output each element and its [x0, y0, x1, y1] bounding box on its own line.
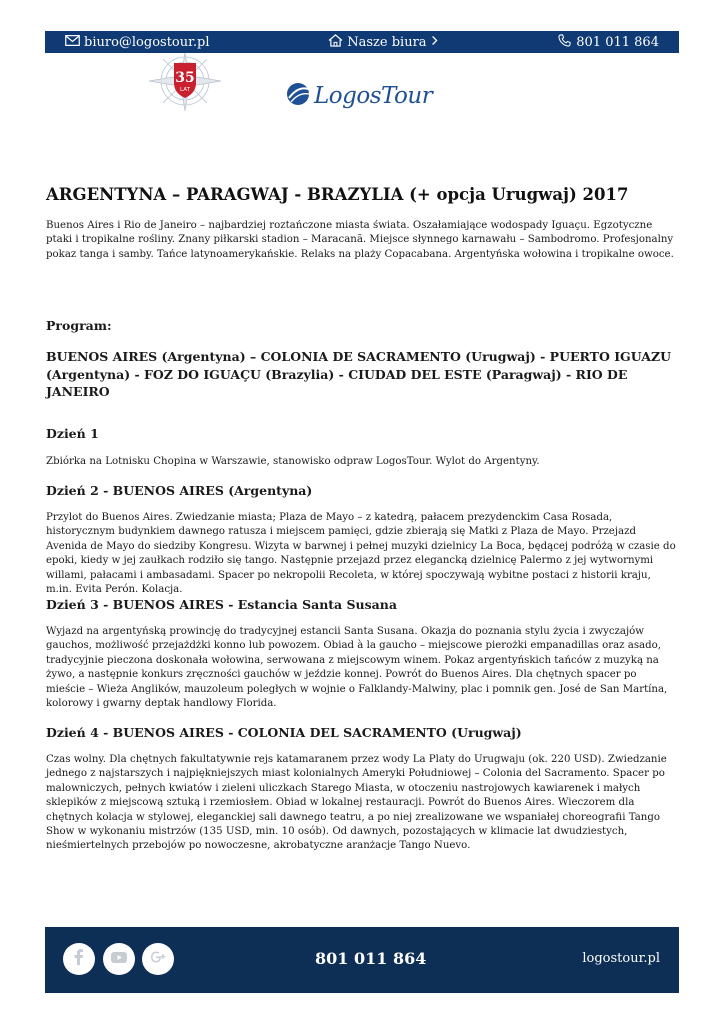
footer: [45, 927, 679, 993]
page-title: ARGENTYNA – PARAGWAJ - BRAZYLIA (+ opcja Urugwaj) 2017: [46, 185, 629, 204]
chevron-right-icon: [431, 34, 439, 51]
phone-link[interactable]: [557, 34, 659, 51]
day-4-heading: Dzień 4 - BUENOS AIRES - COLONIA DEL SACRAMENTO (Urugwaj): [46, 725, 522, 740]
day-2-heading: Dzień 2 - BUENOS AIRES (Argentyna): [46, 483, 313, 498]
facebook-button[interactable]: [63, 943, 95, 975]
email-link[interactable]: [65, 34, 210, 51]
day-3-heading: Dzień 3 - BUENOS AIRES - Estancia Santa Susana: [46, 597, 397, 612]
google-plus-icon: [148, 947, 168, 971]
facebook-icon: [69, 947, 89, 971]
anniversary-badge: [145, 53, 225, 115]
intro-paragraph: Buenos Aires i Rio de Janeiro – najbardziej roztańczone miasta świata. Oszałamiające wodospady Iguaçu. Egzotyczne ptaki i tropikalne rośliny. Znany piłkarski stadion – Maracanã. Miejsce słynnego karnawału – Sambodromo. Profesjonalny pokaz tanga i samby. Tańce latynoamerykańskie. Relaks na plaży Copacabana. Argentyńska wołowina i tropikalne owoce.: [46, 220, 674, 260]
day-3-text: Wyjazd na argentyńską prowincję do tradycyjnej estancii Santa Susana. Okazja do poznania stylu życia i zwyczajów gauchos, możliwość przejażdżki konno lub powozem. Obiad à la gaucho – miejscowe pierożki empanadillas oraz asado, tradycyjnie pieczona doskonała wołowina, serwowana z miejscowym winem. Pokaz argentyńskich tańców z muzyką na żywo, a następnie konkurs zręczności gauchów w jeździe konnej. Powrót do Buenos Aires. Dla chętnych spacer po mieście – Wieża Anglików, mauzoleum poległych w wojnie o Falklandy-Malwiny, plac i pomnik gen. José de San Martína, kolorowy i gwarny deptak handlowy Florida.: [46, 626, 668, 710]
youtube-icon: [109, 947, 129, 971]
offices-text: Nasze biura: [347, 34, 427, 50]
globe-icon: [285, 81, 311, 111]
badge-label: LAT: [180, 87, 190, 93]
youtube-button[interactable]: [103, 943, 135, 975]
route-heading: BUENOS AIRES (Argentyna) – COLONIA DE SACRAMENTO (Urugwaj) - PUERTO IGUAZU (Argentyna) - FOZ DO IGUAÇU (Brazylia) - CIUDAD DEL ESTE (Paragwaj) - RIO DE JANEIRO: [46, 349, 671, 399]
program-label: Program:: [46, 318, 112, 333]
day-4-text: Czas wolny. Dla chętnych fakultatywnie rejs katamaranem przez wody La Platy do Urugwaju (ok. 220 USD). Zwiedzanie jednego z najstarszych i najpiękniejszych miast kolonialnych Ameryki Południowej – Colonia del Sacramento. Spacer po malowniczych, pełnych kwiatów i zieleni uliczkach Starego Miasta, w otoczeniu nastrojowych kawiarenek i małych sklepików z miejscową sztuką i rzemiosłem. Obiad w lokalnej restauracji. Powrót do Buenos Aires. Wieczorem dla chętnych kolacja w stylowej, eleganckiej sali dawnego teatru, a po niej zrealizowane we wspaniałej choreografii Tango Show w wykonaniu mistrzów (135 USD, min. 10 osób). Od dawnych, pozostających w klimacie lat dwudziestych, nieśmiertelnych przebojów po nowoczesne, akrobatyczne aranżacje Tango Nuevo.: [46, 754, 667, 852]
phone-icon: [557, 34, 572, 51]
envelope-icon: [65, 34, 80, 51]
footer-website-link[interactable]: logostour.pl: [582, 951, 660, 966]
logostour-logo[interactable]: [285, 76, 433, 116]
phone-text: 801 011 864: [576, 34, 659, 50]
offices-link[interactable]: [328, 34, 438, 51]
footer-phone[interactable]: 801 011 864: [315, 949, 427, 968]
day-2-text: Przylot do Buenos Aires. Zwiedzanie miasta; Plaza de Mayo – z katedrą, pałacem prezydenckim Casa Rosada, historycznym budynkiem dawnego ratusza i miejscem pamięci, gdzie zbierają się Matki z Plaza de Mayo. Przejazd Avenida de Mayo do siedziby Kongresu. Wizyta w barwnej i pełnej muzyki dzielnicy La Boca, będącej podróżą w czasie do epoki, kiedy w jej zaułkach rodziło się tango. Następnie przejazd przez elegancką dzielnicę Palermo z jej wytwornymi willami, pałacami i ambasadami. Spacer po nekropolii Recoleta, w której spoczywają wybitne postaci z historii kraju, m.in. Evita Perón. Kolacja.: [46, 512, 676, 596]
badge-number: 35: [175, 70, 195, 86]
email-text: biuro@logostour.pl: [84, 34, 210, 50]
day-1-text: Zbiórka na Lotnisku Chopina w Warszawie, stanowisko odpraw LogosTour. Wylot do Argentyny.: [46, 456, 540, 467]
logo-text: LogosTour: [314, 83, 433, 109]
google-plus-button[interactable]: [142, 943, 174, 975]
top-contact-bar: [45, 31, 679, 53]
day-1-heading: Dzień 1: [46, 426, 99, 441]
home-icon: [328, 34, 343, 51]
